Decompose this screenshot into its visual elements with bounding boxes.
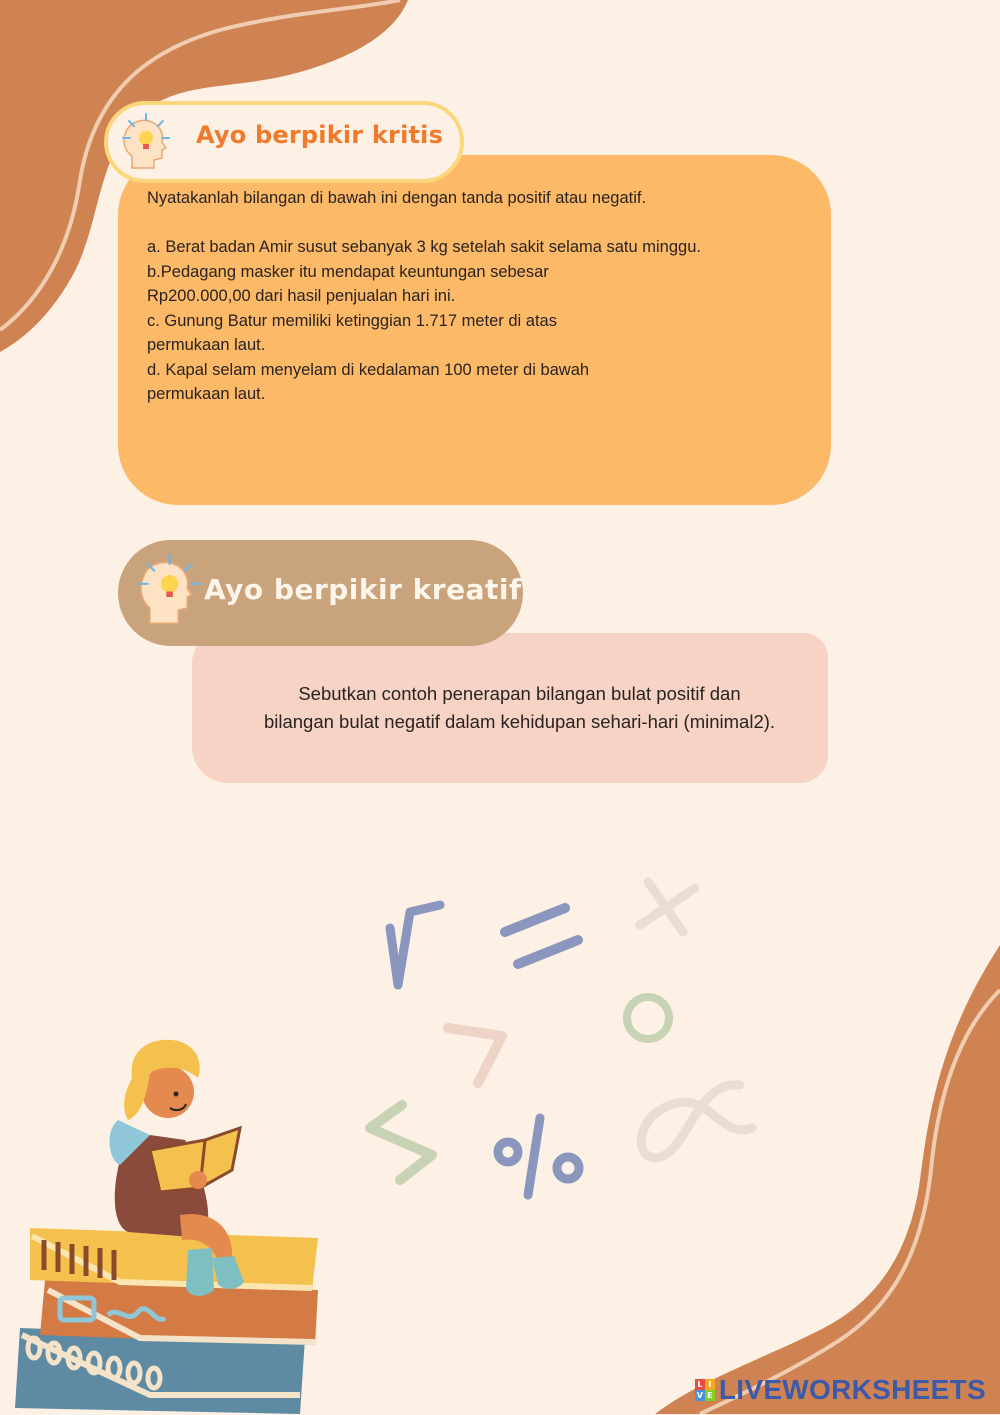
idea-head-icon (114, 106, 186, 178)
creative-title: Ayo berpikir kreatif (204, 573, 522, 606)
sigma-symbol-icon (370, 1105, 432, 1180)
spacer (147, 211, 837, 236)
creative-question-text (192, 680, 847, 736)
logo-letter: E (705, 1390, 715, 1401)
root-symbol-icon (390, 905, 440, 985)
creative-question-line2: bilangan bulat negatif dalam kehidupan sehari-hari (minimal2). (263, 711, 776, 732)
critical-title: Ayo berpikir kritis (196, 121, 444, 149)
liveworksheets-name: LIVEWORKSHEETS (718, 1374, 986, 1405)
math-symbols-illustration (350, 870, 770, 1210)
logo-letter: V (696, 1391, 703, 1400)
critical-item-b-line1: b.Pedagang masker itu mendapat keuntungan sebesar (147, 262, 549, 281)
girl-reading-on-books-illustration (10, 1035, 330, 1415)
liveworksheets-logo-icon (695, 1379, 715, 1401)
critical-item-d-line1: d. Kapal selam menyelam di kedalaman 100 meter di bawah (147, 360, 590, 379)
idea-head-icon (134, 542, 214, 630)
critical-item-c-line1: c. Gunung Batur memiliki ketinggian 1.717 meter di atas (147, 311, 557, 330)
percent-symbol-icon (498, 1118, 579, 1195)
critical-item-d-line2: permukaan laut. (147, 385, 266, 403)
critical-item-b-line2: Rp200.000,00 dari hasil penjualan hari ini. (147, 287, 456, 305)
infinity-symbol-icon (641, 1085, 752, 1158)
circle-symbol-icon (627, 997, 669, 1039)
creative-question-line1: Sebutkan contoh penerapan bilangan bulat positif dan (298, 683, 741, 704)
critical-item-a: a. Berat badan Amir susut sebanyak 3 kg setelah sakit selama satu minggu. (147, 238, 701, 256)
girl-head (142, 1066, 194, 1118)
seven-symbol-icon (448, 1028, 502, 1083)
critical-item-c-line2: permukaan laut. (147, 336, 266, 354)
critical-question-text (147, 186, 837, 407)
logo-letter: L (695, 1379, 705, 1390)
logo-letter: I (705, 1379, 715, 1390)
equals-symbol-icon (505, 908, 578, 964)
girl-hand (189, 1171, 207, 1189)
times-symbol-icon (640, 882, 695, 932)
girl-socks (186, 1248, 214, 1296)
critical-intro: Nyatakanlah bilangan di bawah ini dengan tanda positif atau negatif. (147, 189, 647, 207)
liveworksheets-brand[interactable] (695, 1374, 986, 1406)
